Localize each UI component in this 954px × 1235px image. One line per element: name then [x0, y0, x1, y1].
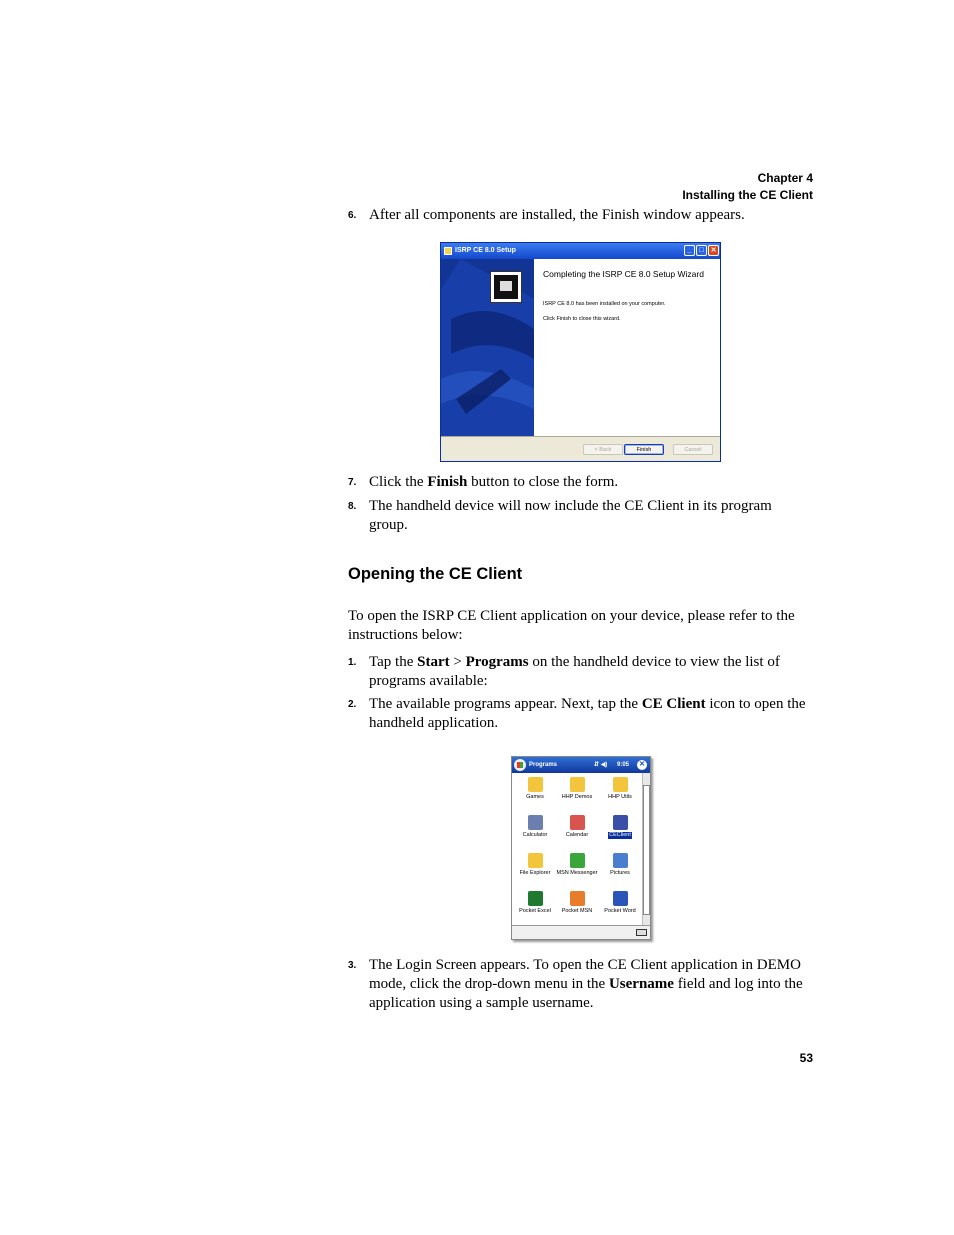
program-item[interactable]	[555, 891, 599, 915]
step-number: 6.	[348, 210, 357, 221]
folder-icon[interactable]	[570, 777, 585, 792]
wizard-footer	[441, 436, 720, 462]
minimize-icon[interactable]: _	[684, 245, 695, 256]
wizard-title-bar	[441, 243, 720, 259]
chapter-title: Installing the CE Client	[682, 188, 813, 202]
back-button[interactable]: < Back	[583, 444, 623, 455]
msn-butterfly-icon[interactable]	[570, 891, 585, 906]
wizard-title: ISRP CE 8.0 Setup	[455, 247, 516, 254]
program-item[interactable]	[555, 853, 599, 877]
program-item[interactable]	[513, 853, 557, 877]
finish-button[interactable]: Finish	[624, 444, 664, 455]
program-label: File Explorer	[519, 870, 551, 876]
app-icon	[444, 247, 452, 255]
wizard-body	[441, 259, 720, 436]
programs-title: Programs	[529, 762, 558, 768]
calculator-icon[interactable]	[528, 815, 543, 830]
step-number: 2.	[348, 699, 357, 710]
step-text: The available programs appear. Next, tap the CE Client icon to open the handheld application.	[369, 696, 806, 731]
close-icon[interactable]: ✕	[708, 245, 719, 256]
wizard-installed-text: ISRP CE 8.0 has been installed on your computer.	[543, 301, 666, 307]
cancel-button[interactable]: Cancel	[673, 444, 713, 455]
menu-bar	[512, 925, 650, 940]
step-text: After all components are installed, the Finish window appears.	[369, 207, 745, 223]
windows-start-icon[interactable]	[514, 759, 526, 771]
file-explorer-icon[interactable]	[528, 853, 543, 868]
program-label: HHP Utils	[608, 794, 632, 800]
program-item[interactable]	[513, 815, 557, 839]
program-label: Pocket MSN	[561, 908, 593, 914]
program-item[interactable]	[598, 891, 642, 915]
program-label: CEClient	[609, 832, 631, 838]
clock[interactable]: 9:05	[617, 762, 630, 768]
program-label: Calculator	[522, 832, 548, 838]
pocket-pc-programs-screen	[511, 756, 651, 940]
programs-title-bar	[512, 757, 650, 773]
step-text: The handheld device will now include the CE Client in its program group.	[369, 498, 772, 533]
page-number: 53	[799, 1051, 813, 1065]
wizard-heading: Completing the ISRP CE 8.0 Setup Wizard	[543, 269, 704, 279]
step-number: 8.	[348, 501, 357, 512]
program-label: Pictures	[610, 870, 630, 876]
wizard-close-text: Click Finish to close this wizard.	[543, 316, 621, 322]
step-text: The Login Screen appears. To open the CE Client application in DEMO mode, click the drop-down menu in the Username field and log into the application using a sample username.	[369, 957, 803, 1011]
keyboard-icon[interactable]	[636, 929, 647, 936]
step-text: Click the Finish button to close the form.	[369, 474, 619, 490]
section-heading: Opening the CE Client	[348, 565, 523, 583]
excel-icon[interactable]	[528, 891, 543, 906]
program-item[interactable]	[598, 853, 642, 877]
word-icon[interactable]	[613, 891, 628, 906]
msn-messenger-icon[interactable]	[570, 853, 585, 868]
intro-paragraph: To open the ISRP CE Client application on your device, please refer to the instructions below:	[348, 608, 795, 643]
setup-wizard-window	[440, 242, 721, 462]
programs-grid	[512, 773, 642, 925]
program-label: Calendar	[565, 832, 589, 838]
program-item[interactable]	[555, 815, 599, 839]
wizard-side-banner	[441, 259, 534, 436]
program-item[interactable]	[598, 815, 642, 839]
step-number: 1.	[348, 657, 357, 668]
connectivity-volume-icon[interactable]: ⇵ ◀)	[594, 762, 608, 768]
program-label: MSN Messenger	[556, 870, 598, 876]
folder-icon[interactable]	[528, 777, 543, 792]
program-item[interactable]	[513, 891, 557, 915]
calendar-icon[interactable]	[570, 815, 585, 830]
installer-logo-icon	[490, 271, 522, 303]
program-label: Pocket Word	[604, 908, 636, 914]
ceclient-icon[interactable]	[613, 815, 628, 830]
maximize-icon[interactable]: □	[696, 245, 707, 256]
program-label: Games	[526, 794, 544, 800]
scrollbar-thumb[interactable]	[643, 785, 650, 915]
step-number: 7.	[348, 477, 357, 488]
program-label: Pocket Excel	[519, 908, 551, 914]
scrollbar[interactable]	[642, 773, 651, 925]
program-item[interactable]	[555, 777, 599, 801]
program-label: HHP Demos	[561, 794, 593, 800]
step-text: Tap the Start > Programs on the handheld device to view the list of programs available:	[369, 654, 780, 689]
program-item[interactable]	[513, 777, 557, 801]
step-number: 3.	[348, 960, 357, 971]
close-icon[interactable]: ✕	[637, 760, 647, 770]
folder-icon[interactable]	[613, 777, 628, 792]
program-item[interactable]	[598, 777, 642, 801]
pictures-icon[interactable]	[613, 853, 628, 868]
chapter-label: Chapter 4	[757, 171, 813, 185]
